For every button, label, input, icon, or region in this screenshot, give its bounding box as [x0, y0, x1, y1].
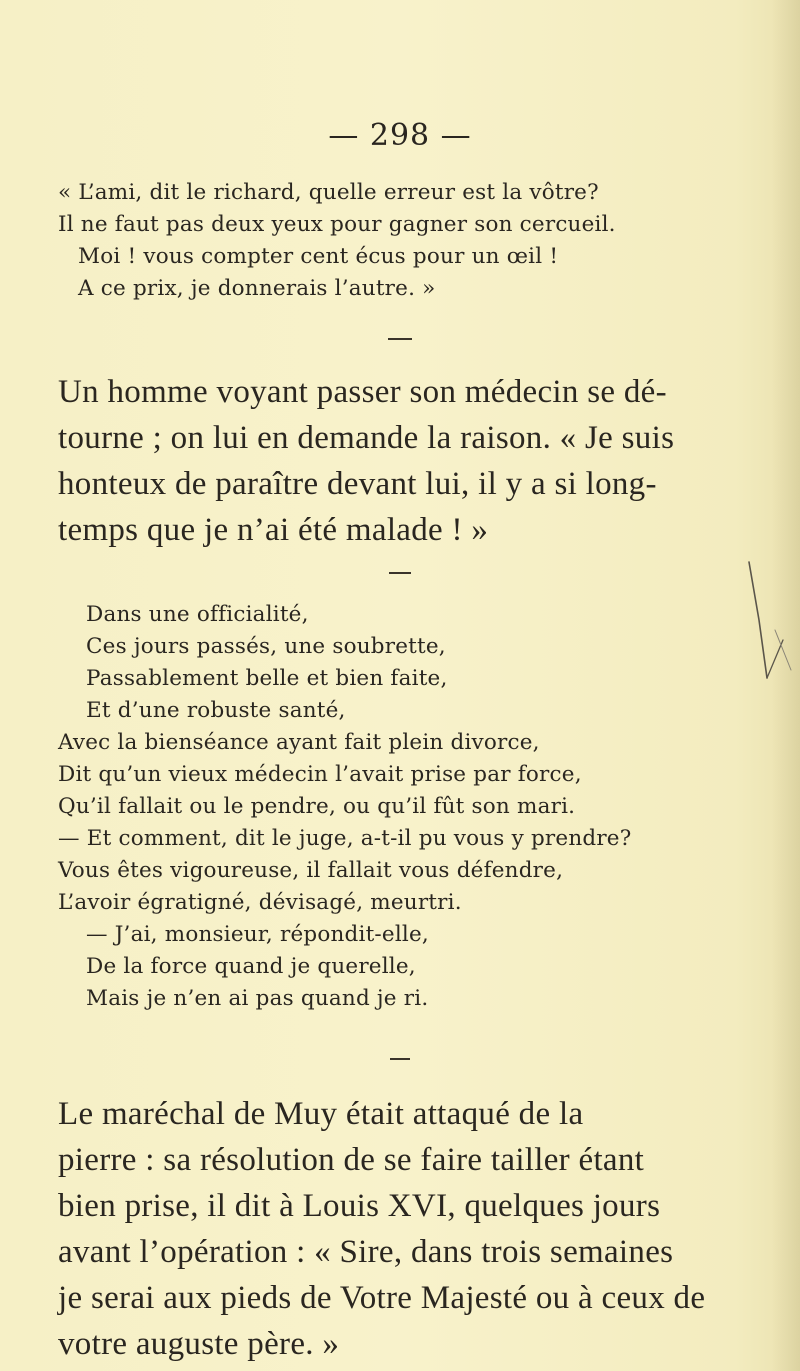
section-separator [389, 572, 411, 574]
verse-line: L’avoir égratigné, dévisagé, meurtri. [58, 890, 462, 915]
verse-line: Il ne faut pas deux yeux pour gagner son cercueil. [58, 212, 616, 237]
prose-line: bien prise, il dit à Louis XVI, quelques jours [58, 1188, 661, 1224]
section-separator [388, 338, 412, 340]
page-edge-shadow [772, 0, 800, 1371]
verse-line: A ce prix, je donnerais l’autre. » [78, 276, 436, 301]
verse-line: Dit qu’un vieux médecin l’avait prise par force, [58, 762, 582, 787]
verse-line: Passablement belle et bien faite, [86, 666, 448, 691]
verse-line: De la force quand je querelle, [86, 954, 416, 979]
verse-line: Et d’une robuste santé, [86, 698, 346, 723]
pencil-margin-mark [745, 560, 795, 680]
prose-line: Le maréchal de Muy était attaqué de la [58, 1096, 584, 1132]
prose-line: tourne ; on lui en demande la raison. « Je suis [58, 420, 675, 456]
page-number: — 298 — [328, 118, 472, 153]
verse-line: Dans une officialité, [86, 602, 309, 627]
verse-line: Mais je n’en ai pas quand je ri. [86, 986, 429, 1011]
prose-line: honteux de paraître devant lui, il y a si long- [58, 466, 657, 502]
verse-line: Qu’il fallait ou le pendre, ou qu’il fût son mari. [58, 794, 576, 819]
verse-line: Avec la bienséance ayant fait plein divorce, [58, 730, 540, 755]
verse-line: Ces jours passés, une soubrette, [86, 634, 446, 659]
verse-line: Moi ! vous compter cent écus pour un œil ! [78, 244, 559, 269]
prose-line: avant l’opération : « Sire, dans trois semaines [58, 1234, 674, 1270]
prose-line: votre auguste père. » [58, 1326, 340, 1362]
verse-line: « L’ami, dit le richard, quelle erreur est la vôtre? [58, 180, 599, 205]
prose-line: pierre : sa résolution de se faire tailler étant [58, 1142, 645, 1178]
verse-line: — Et comment, dit le juge, a-t-il pu vous y prendre? [58, 826, 632, 851]
verse-line: — J’ai, monsieur, répondit-elle, [86, 922, 429, 947]
prose-line: temps que je n’ai été malade ! » [58, 512, 489, 548]
prose-line: Un homme voyant passer son médecin se dé- [58, 374, 667, 410]
verse-line: Vous êtes vigoureuse, il fallait vous défendre, [58, 858, 564, 883]
prose-line: je serai aux pieds de Votre Majesté ou à ceux de [58, 1280, 706, 1316]
section-separator [390, 1058, 410, 1060]
